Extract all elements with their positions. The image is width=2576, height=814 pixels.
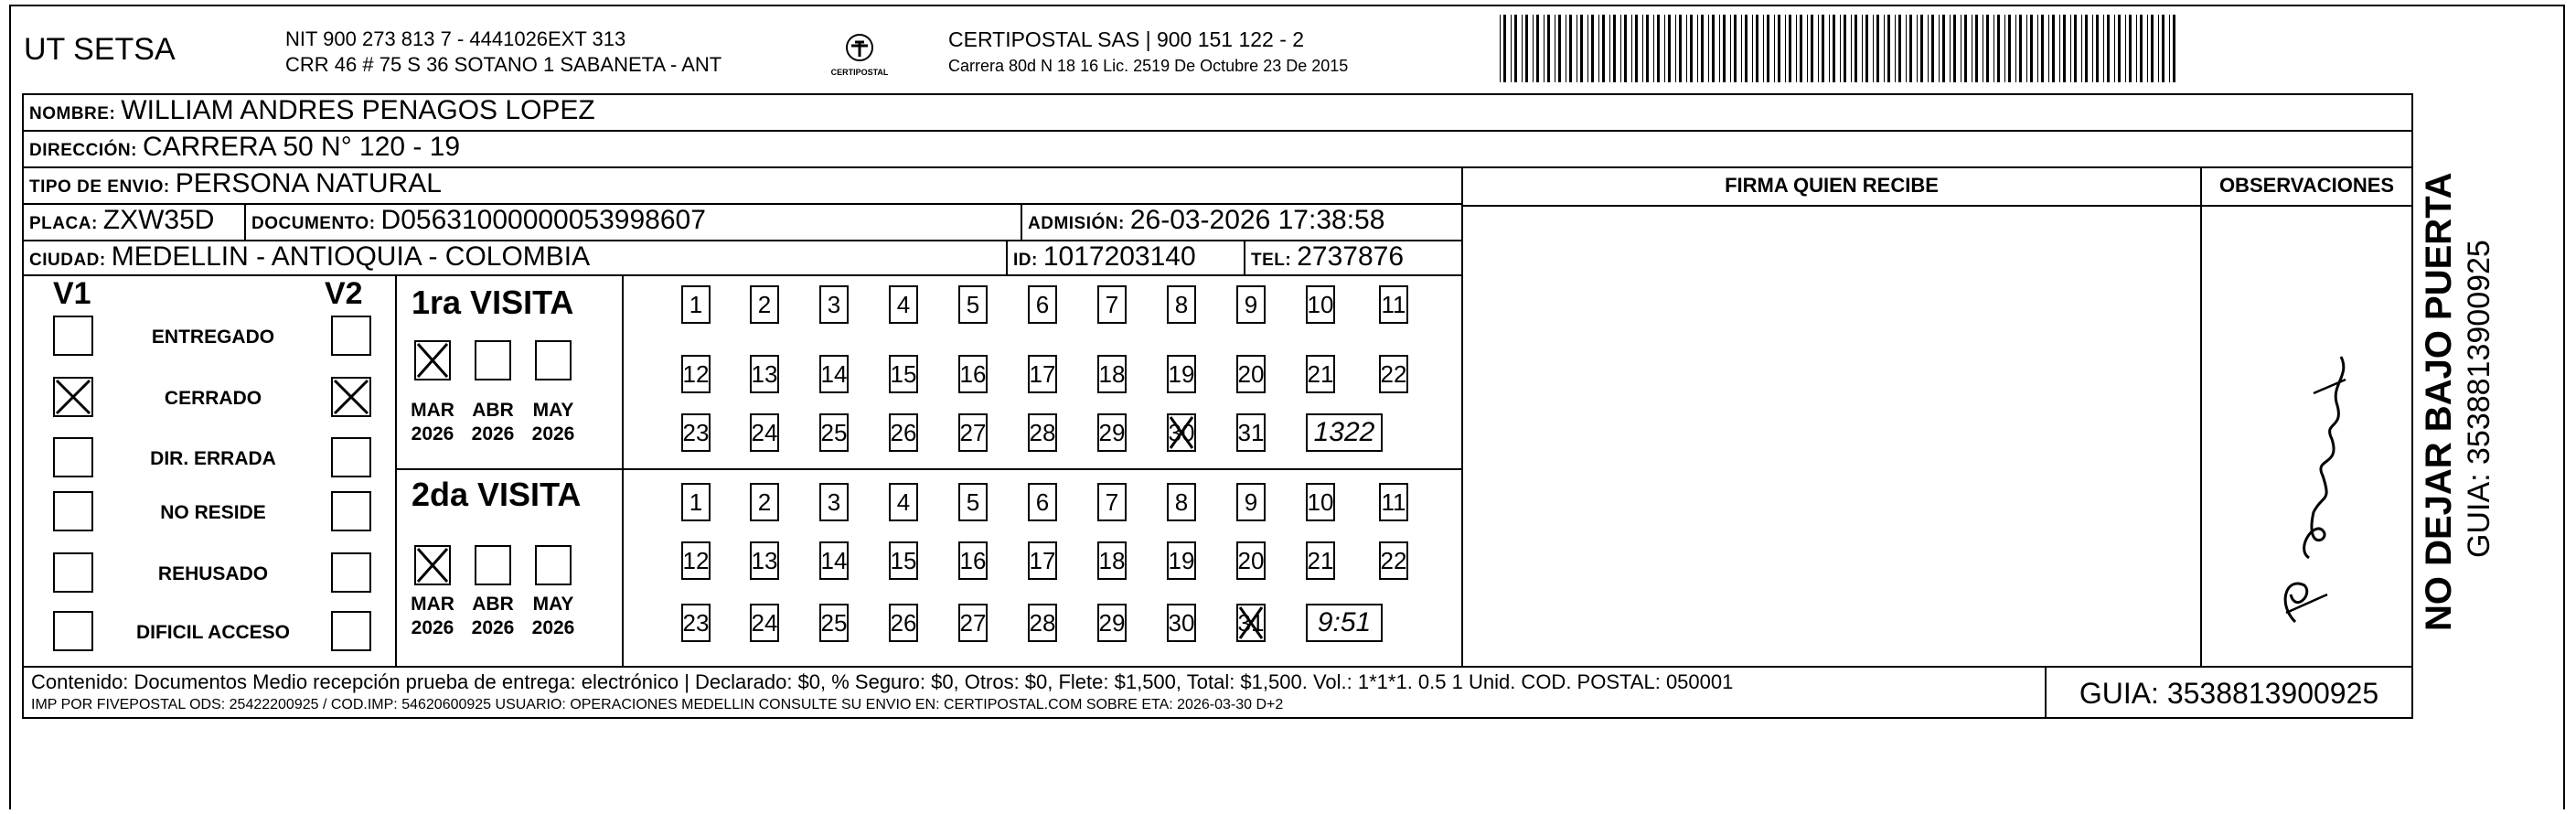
month-year: 2026 <box>471 423 515 444</box>
month-checkbox[interactable] <box>414 340 451 380</box>
day-box[interactable]: 29 <box>1097 413 1127 452</box>
barcode-bar <box>1964 15 1967 82</box>
shipment-type: PERSONA NATURAL <box>175 168 442 198</box>
barcode-bar <box>1833 15 1835 82</box>
barcode-bar <box>1785 15 1786 82</box>
barcode-bar <box>1653 15 1654 82</box>
barcode-bar <box>1609 15 1610 82</box>
day-box[interactable]: 9 <box>1236 483 1266 521</box>
barcode-bar <box>1730 15 1731 82</box>
barcode-bar <box>1975 15 1978 82</box>
barcode-bar <box>1778 15 1780 82</box>
day-box[interactable]: 9 <box>1236 285 1266 324</box>
v1-checkbox[interactable] <box>53 316 93 356</box>
barcode-bar <box>1701 15 1704 82</box>
document-value: D05631000000053998607 <box>380 205 706 235</box>
type-row <box>22 166 1463 205</box>
barcode-bar <box>1533 15 1534 82</box>
month-label <box>465 399 520 446</box>
barcode-bar <box>2173 15 2175 82</box>
day-box[interactable]: 12 <box>681 355 711 393</box>
month-checkbox[interactable] <box>414 545 451 585</box>
day-box[interactable]: 15 <box>889 355 918 393</box>
day-box[interactable]: 26 <box>889 413 918 452</box>
v2-checkbox[interactable] <box>331 316 371 356</box>
footer-guide: GUIA: 3538813900925 <box>2079 677 2379 710</box>
admission-value: 26-03-2026 17:38:58 <box>1129 205 1385 235</box>
day-box[interactable]: 13 <box>750 355 779 393</box>
barcode-bar <box>1873 15 1874 82</box>
barcode-bar <box>1953 15 1956 82</box>
barcode-bar <box>1544 15 1545 82</box>
tel-value: 2737876 <box>1297 241 1405 272</box>
month-year: 2026 <box>471 617 515 638</box>
day-box[interactable]: 14 <box>819 541 849 580</box>
day-box[interactable]: 16 <box>958 355 988 393</box>
day-box[interactable]: 30 <box>1167 604 1196 642</box>
barcode-bar <box>1587 15 1588 82</box>
day-box[interactable]: 28 <box>1028 413 1057 452</box>
barcode-bar <box>1723 15 1726 82</box>
day-box[interactable]: 19 <box>1167 355 1196 393</box>
barcode-bar <box>2140 15 2143 82</box>
day-box[interactable]: 27 <box>958 413 988 452</box>
month-year: 2026 <box>531 617 575 638</box>
barcode-bar <box>1635 15 1638 82</box>
admission-cell <box>1021 203 1463 241</box>
id-value: 1017203140 <box>1042 241 1196 272</box>
barcode-bar <box>1993 15 1994 82</box>
barcode-bar <box>1789 15 1791 82</box>
barcode-bar <box>1822 15 1824 82</box>
type-label: TIPO DE ENVIO: <box>29 177 170 197</box>
barcode-bar <box>1686 15 1687 82</box>
status-option-label: DIR. ERRADA <box>150 448 276 469</box>
day-box[interactable]: 15 <box>889 541 918 580</box>
barcode-bar <box>1884 15 1885 82</box>
day-box[interactable]: 29 <box>1097 604 1127 642</box>
recipient-address: CARRERA 50 N° 120 - 19 <box>142 132 461 162</box>
day-box[interactable]: 1 <box>681 285 711 324</box>
logo-text: CERTIPOSTAL <box>830 68 889 77</box>
barcode-bar <box>1829 15 1830 82</box>
day-box[interactable]: 8 <box>1167 285 1196 324</box>
v2-checkbox[interactable] <box>331 611 371 651</box>
barcode-bar <box>2136 15 2137 82</box>
day-box[interactable]: 4 <box>889 483 918 521</box>
barcode-bar <box>2037 15 2038 82</box>
tel-label: TEL: <box>1251 251 1292 270</box>
barcode-bar <box>2004 15 2005 82</box>
barcode-bar <box>2114 15 2115 82</box>
status-option-label: REHUSADO <box>157 563 269 584</box>
barcode-bar <box>1997 15 2000 82</box>
barcode-bar <box>1547 15 1550 82</box>
day-box[interactable]: 7 <box>1097 483 1127 521</box>
barcode-bar <box>1598 15 1599 82</box>
barcode-bar <box>1631 15 1632 82</box>
day-box[interactable]: 4 <box>889 285 918 324</box>
month-name: MAR <box>411 400 454 421</box>
barcode-bar <box>1708 15 1709 82</box>
barcode-bar <box>1917 15 1918 82</box>
barcode-bar <box>1752 15 1753 82</box>
barcode-bar <box>1602 15 1605 82</box>
barcode-bar <box>1536 15 1539 82</box>
barcode-bar <box>1514 15 1517 82</box>
month-name: MAR <box>411 594 454 615</box>
barcode-bar <box>1756 15 1758 82</box>
barcode-bar <box>2008 15 2011 82</box>
barcode-bar <box>2026 15 2027 82</box>
barcode-bar <box>1763 15 1764 82</box>
barcode-bar <box>1865 15 1868 82</box>
barcode-bar <box>1931 15 1934 82</box>
month-label <box>405 593 460 640</box>
barcode-bar <box>1558 15 1561 82</box>
day-box[interactable]: 8 <box>1167 483 1196 521</box>
barcode-bar <box>1844 15 1846 82</box>
v2-checkbox[interactable] <box>331 377 371 417</box>
barcode-bar <box>1734 15 1737 82</box>
visit-time[interactable]: 9:51 <box>1306 604 1383 642</box>
barcode-bar <box>1642 15 1643 82</box>
name-label: NOMBRE: <box>29 104 116 123</box>
signature-column <box>1461 166 2202 668</box>
barcode-bar <box>2085 15 2088 82</box>
day-box[interactable]: 21 <box>1306 355 1335 393</box>
courier-name: CERTIPOSTAL SAS | 900 151 122 - 2 <box>948 27 1305 51</box>
day-box[interactable]: 18 <box>1097 355 1127 393</box>
barcode-bar <box>1939 15 1940 82</box>
v1-checkbox[interactable] <box>53 552 93 593</box>
company-name: UT SETSA <box>24 32 176 67</box>
day-box[interactable]: 13 <box>750 541 779 580</box>
day-box[interactable]: 17 <box>1028 355 1057 393</box>
day-box[interactable]: 31 <box>1236 604 1266 642</box>
barcode-bar <box>1500 15 1501 82</box>
barcode-bar <box>1876 15 1879 82</box>
side-guide: GUIA: 3538813900925 <box>2462 240 2496 558</box>
courier-address: Carrera 80d N 18 16 Lic. 2519 De Octubre 23 De 2015 <box>948 57 1349 75</box>
v2-checkbox[interactable] <box>331 437 371 477</box>
barcode-bar <box>1774 15 1775 82</box>
barcode-bar <box>1664 15 1665 82</box>
certipostal-logo <box>828 29 892 84</box>
day-box[interactable]: 17 <box>1028 541 1057 580</box>
barcode-bar <box>1851 15 1852 82</box>
day-box[interactable]: 23 <box>681 604 711 642</box>
day-box[interactable]: 11 <box>1379 285 1408 324</box>
barcode-bar <box>1741 15 1742 82</box>
barcode-bar <box>2129 15 2132 82</box>
barcode-bar <box>1895 15 1896 82</box>
day-box[interactable]: 5 <box>958 285 988 324</box>
day-box[interactable]: 24 <box>750 413 779 452</box>
signature-header: FIRMA QUIEN RECIBE <box>1725 174 1939 197</box>
day-box[interactable]: 6 <box>1028 483 1057 521</box>
day-box[interactable]: 31 <box>1236 413 1266 452</box>
day-box[interactable]: 10 <box>1306 285 1335 324</box>
barcode-bar <box>1796 15 1797 82</box>
address-label: DIRECCIÓN: <box>29 141 137 160</box>
barcode-bar <box>1986 15 1989 82</box>
barcode-bar <box>1811 15 1813 82</box>
barcode-bar <box>1887 15 1890 82</box>
barcode-bar <box>2125 15 2126 82</box>
barcode-bar <box>1745 15 1748 82</box>
city-label: CIUDAD: <box>29 251 106 270</box>
day-box[interactable]: 5 <box>958 483 988 521</box>
address-row <box>22 130 2413 168</box>
barcode-bar <box>1800 15 1802 82</box>
barcode-bar <box>1712 15 1715 82</box>
day-box[interactable]: 24 <box>750 604 779 642</box>
day-box[interactable]: 27 <box>958 604 988 642</box>
day-box[interactable]: 3 <box>819 285 849 324</box>
document-cell <box>244 203 1022 241</box>
day-box[interactable]: 22 <box>1379 541 1408 580</box>
status-option-label: DIFICIL ACCESO <box>135 622 290 643</box>
barcode-bar <box>2107 15 2110 82</box>
barcode-bar <box>2092 15 2093 82</box>
barcode-bar <box>1862 15 1863 82</box>
barcode-bar <box>1840 15 1841 82</box>
barcode-bar <box>1950 15 1951 82</box>
barcode-bar <box>1679 15 1682 82</box>
barcode-bar <box>2048 15 2049 82</box>
visit-2-title: 2da VISITA <box>412 476 582 513</box>
barcode-bar <box>1906 15 1907 82</box>
barcode-bar <box>1668 15 1671 82</box>
day-box[interactable]: 10 <box>1306 483 1335 521</box>
plate-value: ZXW35D <box>102 205 215 235</box>
v2-checkbox[interactable] <box>331 491 371 531</box>
barcode-bar <box>1591 15 1594 82</box>
barcode-bar <box>2118 15 2121 82</box>
barcode-bar <box>1855 15 1857 82</box>
status-option-label: CERRADO <box>164 388 262 409</box>
barcode-bar <box>1818 15 1819 82</box>
city-value: MEDELLIN - ANTIOQUIA - COLOMBIA <box>111 241 591 272</box>
month-year: 2026 <box>531 423 575 444</box>
name-row <box>22 93 2413 132</box>
barcode-bar <box>2063 15 2066 82</box>
month-checkbox[interactable] <box>535 545 572 585</box>
document-label: DOCUMENTO: <box>251 214 376 233</box>
barcode-bar <box>2074 15 2077 82</box>
barcode-bar <box>2158 15 2159 82</box>
day-box[interactable]: 1 <box>681 483 711 521</box>
month-checkbox[interactable] <box>475 340 511 380</box>
barcode-bar <box>1569 15 1572 82</box>
month-label <box>405 399 460 446</box>
day-box[interactable]: 25 <box>819 604 849 642</box>
day-box[interactable]: 22 <box>1379 355 1408 393</box>
barcode-bar <box>1920 15 1923 82</box>
day-box[interactable]: 26 <box>889 604 918 642</box>
month-name: MAY <box>532 400 574 421</box>
day-box[interactable]: 14 <box>819 355 849 393</box>
company-address: CRR 46 # 75 S 36 SOTANO 1 SABANETA - ANT <box>285 53 722 76</box>
month-checkbox[interactable] <box>535 340 572 380</box>
day-box[interactable]: 25 <box>819 413 849 452</box>
barcode-bar <box>1690 15 1693 82</box>
barcode-bar <box>1580 15 1583 82</box>
v1-checkbox[interactable] <box>53 377 93 417</box>
footer-content: Contenido: Documentos Medio recepción prueba de entrega: electrónico | Declarado: $0, % Seguro: $0, Otros: $0, Flete: $1,500, Total: $1,500. Vol.: 1*1*1. 0.5 1 Unid. COD. POSTAL: 050001 <box>31 670 1734 693</box>
month-year: 2026 <box>411 617 454 638</box>
day-box[interactable]: 30 <box>1167 413 1196 452</box>
barcode-bar <box>1807 15 1808 82</box>
barcode-bar <box>1522 15 1523 82</box>
day-box[interactable]: 11 <box>1379 483 1408 521</box>
day-box[interactable]: 3 <box>819 483 849 521</box>
barcode-bar <box>2059 15 2060 82</box>
barcode-bar <box>2103 15 2104 82</box>
barcode-icon <box>1500 15 2181 82</box>
recipient-name: WILLIAM ANDRES PENAGOS LOPEZ <box>121 95 595 125</box>
status-option-label: ENTREGADO <box>151 327 275 348</box>
side-warning: NO DEJAR BAJO PUERTA <box>2419 172 2459 631</box>
barcode-bar <box>2081 15 2082 82</box>
day-box[interactable]: 6 <box>1028 285 1057 324</box>
v1-checkbox[interactable] <box>53 491 93 531</box>
barcode-bar <box>2015 15 2016 82</box>
barcode-bar <box>2169 15 2170 82</box>
day-box[interactable]: 16 <box>958 541 988 580</box>
day-box[interactable]: 20 <box>1236 355 1266 393</box>
barcode-bar <box>1613 15 1616 82</box>
barcode-bar <box>1942 15 1945 82</box>
barcode-bar <box>2151 15 2154 82</box>
day-box[interactable]: 18 <box>1097 541 1127 580</box>
plate-cell <box>22 203 246 241</box>
visit-1-title: 1ra VISITA <box>412 284 574 321</box>
barcode-bar <box>1620 15 1621 82</box>
month-name: MAY <box>532 594 574 615</box>
day-box[interactable]: 12 <box>681 541 711 580</box>
day-box[interactable]: 28 <box>1028 604 1057 642</box>
status-option-label: NO RESIDE <box>160 502 266 523</box>
barcode-bar <box>2041 15 2044 82</box>
barcode-bar <box>1675 15 1676 82</box>
day-box[interactable]: 19 <box>1167 541 1196 580</box>
v1-checkbox[interactable] <box>53 611 93 651</box>
visit-time[interactable]: 1322 <box>1306 413 1383 452</box>
day-box[interactable]: 2 <box>750 483 779 521</box>
month-year: 2026 <box>411 423 454 444</box>
barcode-bar <box>1525 15 1528 82</box>
observations-header: OBSERVACIONES <box>2218 174 2395 197</box>
id-cell <box>1006 240 1245 276</box>
day-box[interactable]: 2 <box>750 285 779 324</box>
barcode-bar <box>1511 15 1512 82</box>
tel-cell <box>1244 240 1463 276</box>
barcode-bar <box>1898 15 1901 82</box>
barcode-bar <box>1657 15 1660 82</box>
v1-checkbox[interactable] <box>53 437 93 477</box>
plate-label: PLACA: <box>29 214 98 233</box>
barcode-bar <box>1697 15 1698 82</box>
month-label <box>465 593 520 640</box>
company-nit: NIT 900 273 813 7 - 4441026EXT 313 <box>285 27 626 50</box>
barcode-bar <box>1909 15 1912 82</box>
barcode-bar <box>2147 15 2148 82</box>
month-name: ABR <box>472 400 514 421</box>
barcode-bar <box>1646 15 1649 82</box>
signature-header-box <box>1461 166 2202 207</box>
barcode-bar <box>2162 15 2164 82</box>
city-cell <box>22 240 1008 276</box>
day-box[interactable]: 7 <box>1097 285 1127 324</box>
month-label <box>526 593 581 640</box>
barcode-bar <box>2030 15 2033 82</box>
admission-label: ADMISIÓN: <box>1028 214 1125 233</box>
barcode-bar <box>1503 15 1506 82</box>
id-label: ID: <box>1013 251 1038 270</box>
month-name: ABR <box>472 594 514 615</box>
barcode-bar <box>1767 15 1769 82</box>
month-checkbox[interactable] <box>475 545 511 585</box>
footer-imp: IMP POR FIVEPOSTAL ODS: 25422200925 / COD.IMP: 54620600925 USUARIO: OPERACIONES MEDELLIN CONSULTE SU ENVIO EN: CERTIPOSTAL.COM SOBRE ETA: 2026-03-30 D+2 <box>31 697 1284 712</box>
barcode-bar <box>2019 15 2022 82</box>
barcode-bar <box>1719 15 1720 82</box>
day-box[interactable]: 20 <box>1236 541 1266 580</box>
barcode-bar <box>2096 15 2099 82</box>
barcode-bar <box>1928 15 1929 82</box>
v2-label: V2 <box>325 276 363 311</box>
handwritten-signature <box>2259 338 2359 631</box>
day-box[interactable]: 21 <box>1306 541 1335 580</box>
barcode-bar <box>2052 15 2055 82</box>
barcode-bar <box>2070 15 2071 82</box>
barcode-bar <box>1624 15 1627 82</box>
month-label <box>526 399 581 446</box>
v1-label: V1 <box>53 276 91 311</box>
v2-checkbox[interactable] <box>331 552 371 593</box>
day-box[interactable]: 23 <box>681 413 711 452</box>
